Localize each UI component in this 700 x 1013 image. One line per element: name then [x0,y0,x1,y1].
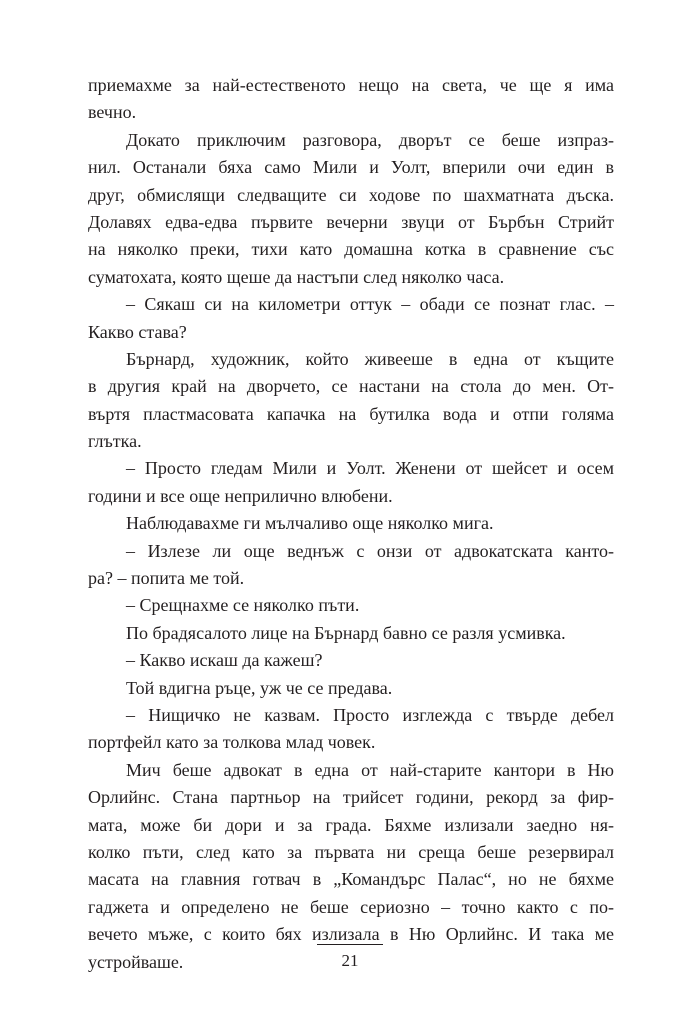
text-line: приемахме за най-естественото нещо на света, че ще я има [88,75,614,95]
text-line: – Срещнахме се няколко пъти. [126,595,360,616]
text-line: гаджета и определено не беше сериозно – точно както с по- [88,896,614,917]
text-line: колко пъти, след като за първата ни среща беше резервирал [88,841,614,862]
text-line: години и все още неприлично влюбени. [88,485,393,506]
text-line: Наблюдавахме ги мълчаливо още няколко мига. [126,513,494,534]
text-line: Докато приключим разговора, дворът се беше изпраз- [126,129,614,150]
text-line: Орлийнс. Стана партньор на трийсет години, рекорд за фир- [88,787,614,808]
text-line: портфейл като за толкова млад човек. [88,732,376,753]
text-line: – Просто гледам Мили и Уолт. Женени от шейсет и осем [126,458,614,479]
text-line: в другия край на дворчето, се настани на стола до мен. От- [88,376,614,397]
text-line: ра? – попита ме той. [88,568,245,589]
text-line: По брадясалото лице на Бърнард бавно се разля усмивка. [126,622,566,643]
text-line: въртя пластмасовата капачка на бутилка вода и отпи голяма [88,403,614,424]
text-line: Той вдигна ръце, уж че се предава. [126,677,393,698]
text-line: суматохата, която щеше да настъпи след няколко часа. [88,266,505,287]
text-line: – Нищичко не казвам. Просто изглежда с твърде дебел [126,704,614,725]
text-line: – Сякаш си на километри оттук – обади се познат глас. – [126,294,614,315]
text-line: Бърнард, художник, който живееше в една от къщите [126,348,614,369]
text-line: глътка. [88,431,142,452]
text-line: на няколко преки, тихи като домашна котка в сравнение със [88,239,614,260]
text-line: вечето мъже, с които бях излизала в Ню Орлийнс. И така ме [88,924,614,945]
text-line: масата на главния готвач в „Командърс Палас“, но не бяхме [88,869,614,890]
text-line: вечно. [88,102,137,123]
text-line: – Какво искаш да кажеш? [126,650,323,671]
text-line: друг, обмислящи следващите си ходове по шахматната дъска. [88,184,614,205]
page-number: 21 [341,951,359,970]
text-line: Долавях едва-едва първите вечерни звуци от Бърбън Стрийт [88,211,614,232]
text-line: мата, може би дори и за града. Бяхме излизали заедно ня- [88,814,614,835]
text-line: Какво става? [88,321,187,342]
text-line: нил. Останали бяха само Мили и Уолт, вперили очи един в [88,157,614,178]
body-text [88,72,614,976]
text-line: устройваше. [88,951,184,972]
footer-rule [317,944,383,945]
text-line: Мич беше адвокат в една от най-старите кантори в Ню [126,759,614,780]
text-line: – Излезе ли още веднъж с онзи от адвокатската канто- [126,540,614,561]
